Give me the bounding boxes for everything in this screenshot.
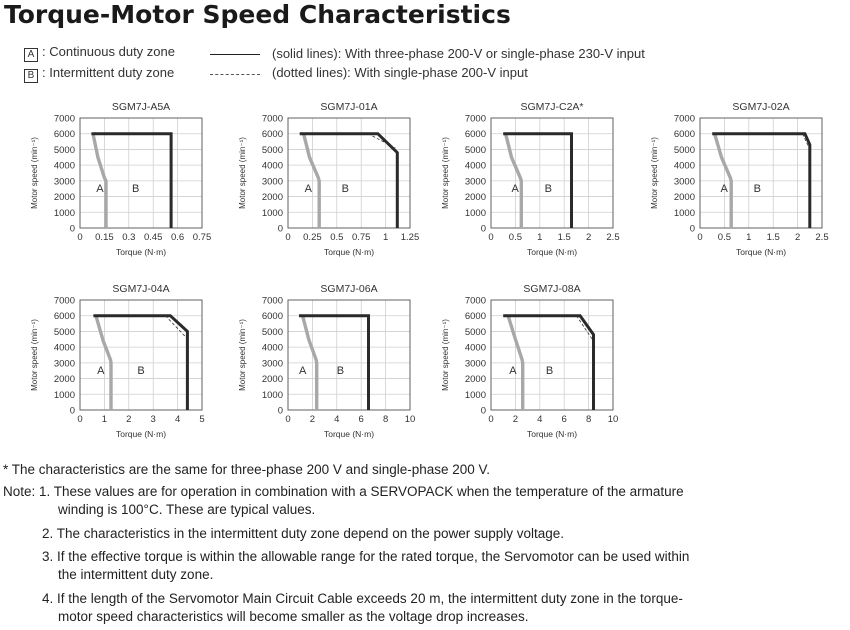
x-tick-label: 2 <box>309 414 316 425</box>
x-tick-label: 2.5 <box>606 232 620 243</box>
x-tick-label: 10 <box>607 414 619 425</box>
zone-a-label: A <box>97 364 105 377</box>
y-tick-label: 0 <box>69 405 75 417</box>
x-axis-label: Torque (N·m) <box>526 429 578 439</box>
y-tick-label: 1000 <box>464 389 486 401</box>
chart-title: SGM7J-A5A <box>111 101 171 113</box>
x-tick-label: 1 <box>537 232 543 243</box>
y-tick-label: 5000 <box>53 144 75 156</box>
y-tick-label: 1000 <box>261 389 283 401</box>
legend-zone-b <box>24 65 174 83</box>
x-axis-label: Torque (N·m) <box>323 247 375 257</box>
y-tick-label: 1000 <box>464 207 486 219</box>
legend-solid-label: (solid lines): With three-phase 200-V or single-phase 230-V input <box>272 46 645 61</box>
x-tick-label: 0.25 <box>303 232 322 243</box>
x-tick-label: 2 <box>794 232 801 243</box>
y-tick-label: 5000 <box>53 326 75 338</box>
y-tick-label: 1000 <box>673 207 695 219</box>
x-tick-label: 0.15 <box>95 232 114 243</box>
x-tick-label: 4 <box>537 414 543 425</box>
y-tick-label: 4000 <box>673 160 695 172</box>
x-tick-label: 0.5 <box>717 232 732 243</box>
x-tick-label: 3 <box>150 414 156 425</box>
x-tick-label: 2 <box>585 232 592 243</box>
y-tick-label: 0 <box>689 223 695 235</box>
y-axis-label: Motor speed (min⁻¹) <box>238 319 247 391</box>
y-axis-label: Motor speed (min⁻¹) <box>441 319 450 391</box>
zone-b-label: B <box>341 182 350 195</box>
x-tick-label: 1.25 <box>400 232 420 243</box>
y-tick-label: 7000 <box>464 295 486 307</box>
chart-sgm7j-a5a <box>20 97 230 257</box>
x-tick-label: 0.5 <box>508 232 523 243</box>
y-tick-label: 4000 <box>464 342 486 354</box>
y-tick-label: 3000 <box>53 358 75 370</box>
chart-sgm7j-08a <box>431 279 641 439</box>
zone-a-label: A <box>511 182 519 195</box>
y-tick-label: 1000 <box>53 207 75 219</box>
x-tick-label: 8 <box>585 414 592 425</box>
x-tick-label: 1 <box>746 232 752 243</box>
x-axis-label: Torque (N·m) <box>735 247 787 257</box>
y-axis-label: Motor speed (min⁻¹) <box>441 137 450 209</box>
x-tick-label: 0 <box>697 232 703 243</box>
zone-b-label: : Intermittent duty zone <box>42 65 175 80</box>
note-3-line-2: the intermittent duty zone. <box>58 567 214 582</box>
x-tick-label: 1 <box>382 232 389 243</box>
chart-sgm7j-c2a <box>431 97 641 257</box>
note-asterisk: * The characteristics are the same for three-phase 200 V and single-phase 200 V. <box>3 462 491 477</box>
y-tick-label: 1000 <box>53 389 75 401</box>
chart-sgm7j-01a <box>228 97 438 257</box>
x-tick-label: 0.3 <box>122 232 136 243</box>
y-tick-label: 0 <box>277 405 283 417</box>
y-tick-label: 0 <box>480 223 486 235</box>
x-axis-label: Torque (N·m) <box>323 429 375 439</box>
x-tick-label: 0 <box>77 232 83 243</box>
chart-title: SGM7J-08A <box>523 283 581 295</box>
x-axis-label: Torque (N·m) <box>115 429 167 439</box>
x-tick-label: 0 <box>285 414 291 425</box>
y-tick-label: 2000 <box>261 374 283 386</box>
zone-b-label: B <box>137 364 145 377</box>
x-tick-label: 0.6 <box>170 232 185 243</box>
x-tick-label: 1.5 <box>557 232 571 243</box>
y-axis-label: Motor speed (min⁻¹) <box>650 137 659 209</box>
y-axis-label: Motor speed (min⁻¹) <box>30 319 39 391</box>
x-tick-label: 0.75 <box>192 232 212 243</box>
x-tick-label: 0 <box>77 414 83 425</box>
note-4-line-2: motor speed characteristics will become smaller as the voltage drop increases. <box>58 609 529 624</box>
y-tick-label: 7000 <box>261 295 283 307</box>
note-1-line-1: Note: 1. These values are for operation in combination with a SERVOPACK when the temperature of the armature <box>3 484 684 499</box>
y-tick-label: 4000 <box>261 342 283 354</box>
x-tick-label: 0.75 <box>351 232 371 243</box>
legend-dashed-line <box>210 74 260 75</box>
chart-title: SGM7J-01A <box>320 101 378 113</box>
chart-title: SGM7J-06A <box>320 283 378 295</box>
x-tick-label: 2 <box>512 414 519 425</box>
page-title: Torque-Motor Speed Characteristics <box>4 0 511 29</box>
x-tick-label: 6 <box>561 414 567 425</box>
y-axis-label: Motor speed (min⁻¹) <box>30 137 39 209</box>
y-tick-label: 1000 <box>261 207 283 219</box>
y-tick-label: 4000 <box>464 160 486 172</box>
x-axis-label: Torque (N·m) <box>526 247 578 257</box>
y-tick-label: 0 <box>277 223 283 235</box>
x-axis-label: Torque (N·m) <box>115 247 167 257</box>
zone-a-label: A <box>96 182 104 195</box>
zone-a-label: A <box>720 182 728 195</box>
y-tick-label: 2000 <box>53 374 75 386</box>
note-1-line-2: winding is 100°C. These are typical values. <box>58 502 316 517</box>
x-tick-label: 4 <box>174 414 181 425</box>
y-tick-label: 0 <box>69 223 75 235</box>
zone-a-label: : Continuous duty zone <box>42 44 175 59</box>
y-tick-label: 7000 <box>464 113 486 125</box>
chart-sgm7j-06a <box>228 279 438 439</box>
x-tick-label: 0.5 <box>330 232 344 243</box>
chart-sgm7j-04a <box>20 279 230 439</box>
y-tick-label: 2000 <box>673 192 695 204</box>
y-tick-label: 3000 <box>53 176 75 188</box>
x-tick-label: 2 <box>126 414 132 425</box>
y-tick-label: 6000 <box>261 129 283 141</box>
x-tick-label: 10 <box>404 414 416 425</box>
zone-a-label: A <box>304 182 312 195</box>
zone-b-label: B <box>132 182 140 195</box>
note-4-line-1: 4. If the length of the Servomotor Main Circuit Cable exceeds 20 m, the intermittent duty zone in the torque- <box>42 591 683 606</box>
x-tick-label: 1.5 <box>766 232 780 243</box>
y-tick-label: 7000 <box>53 113 75 125</box>
zone-a-label: A <box>298 364 307 377</box>
y-tick-label: 5000 <box>464 144 486 156</box>
y-tick-label: 2000 <box>464 192 486 204</box>
zone-b-label: B <box>545 364 554 377</box>
y-tick-label: 3000 <box>464 176 486 188</box>
y-tick-label: 2000 <box>464 374 486 386</box>
y-tick-label: 4000 <box>261 160 283 172</box>
y-tick-label: 3000 <box>261 176 283 188</box>
y-tick-label: 3000 <box>261 358 283 370</box>
x-tick-label: 6 <box>358 414 364 425</box>
y-tick-label: 6000 <box>673 129 695 141</box>
y-tick-label: 6000 <box>464 311 486 323</box>
legend-solid-line <box>210 54 260 55</box>
x-tick-label: 0.45 <box>143 232 163 243</box>
y-tick-label: 6000 <box>53 129 75 141</box>
y-tick-label: 5000 <box>673 144 695 156</box>
y-tick-label: 4000 <box>53 342 75 354</box>
zone-b-label: B <box>753 182 762 195</box>
zone-b-box: B <box>24 69 38 83</box>
x-tick-label: 1 <box>101 414 108 425</box>
note-2: 2. The characteristics in the intermittent duty zone depend on the power supply voltage. <box>42 526 565 541</box>
chart-title: SGM7J-04A <box>112 283 170 295</box>
y-tick-label: 3000 <box>464 358 486 370</box>
y-tick-label: 2000 <box>261 192 283 204</box>
zone-b-label: B <box>336 364 345 377</box>
zone-b-label: B <box>544 182 553 195</box>
legend-dotted-label: (dotted lines): With single-phase 200-V input <box>272 65 528 80</box>
y-tick-label: 2000 <box>53 192 75 204</box>
y-tick-label: 5000 <box>261 144 283 156</box>
x-tick-label: 8 <box>382 414 389 425</box>
y-tick-label: 0 <box>480 405 486 417</box>
y-tick-label: 3000 <box>673 176 695 188</box>
y-tick-label: 7000 <box>673 113 695 125</box>
y-tick-label: 7000 <box>261 113 283 125</box>
y-tick-label: 6000 <box>261 311 283 323</box>
y-tick-label: 5000 <box>261 326 283 338</box>
legend-zone-a <box>24 44 175 62</box>
x-tick-label: 2.5 <box>815 232 829 243</box>
chart-title: SGM7J-02A <box>732 101 790 113</box>
x-tick-label: 0 <box>285 232 291 243</box>
y-tick-label: 6000 <box>464 129 486 141</box>
x-tick-label: 5 <box>199 414 205 425</box>
y-tick-label: 6000 <box>53 311 75 323</box>
x-tick-label: 0 <box>488 232 494 243</box>
y-tick-label: 5000 <box>464 326 486 338</box>
zone-a-box: A <box>24 48 38 62</box>
x-tick-label: 4 <box>334 414 340 425</box>
chart-sgm7j-02a <box>640 97 850 257</box>
x-tick-label: 0 <box>488 414 494 425</box>
y-axis-label: Motor speed (min⁻¹) <box>238 137 247 209</box>
y-tick-label: 4000 <box>53 160 75 172</box>
zone-a-label: A <box>509 364 517 377</box>
y-tick-label: 7000 <box>53 295 75 307</box>
note-3-line-1: 3. If the effective torque is within the allowable range for the rated torque, the Servomotor can be used within <box>42 549 690 564</box>
chart-title: SGM7J-C2A* <box>520 101 584 113</box>
